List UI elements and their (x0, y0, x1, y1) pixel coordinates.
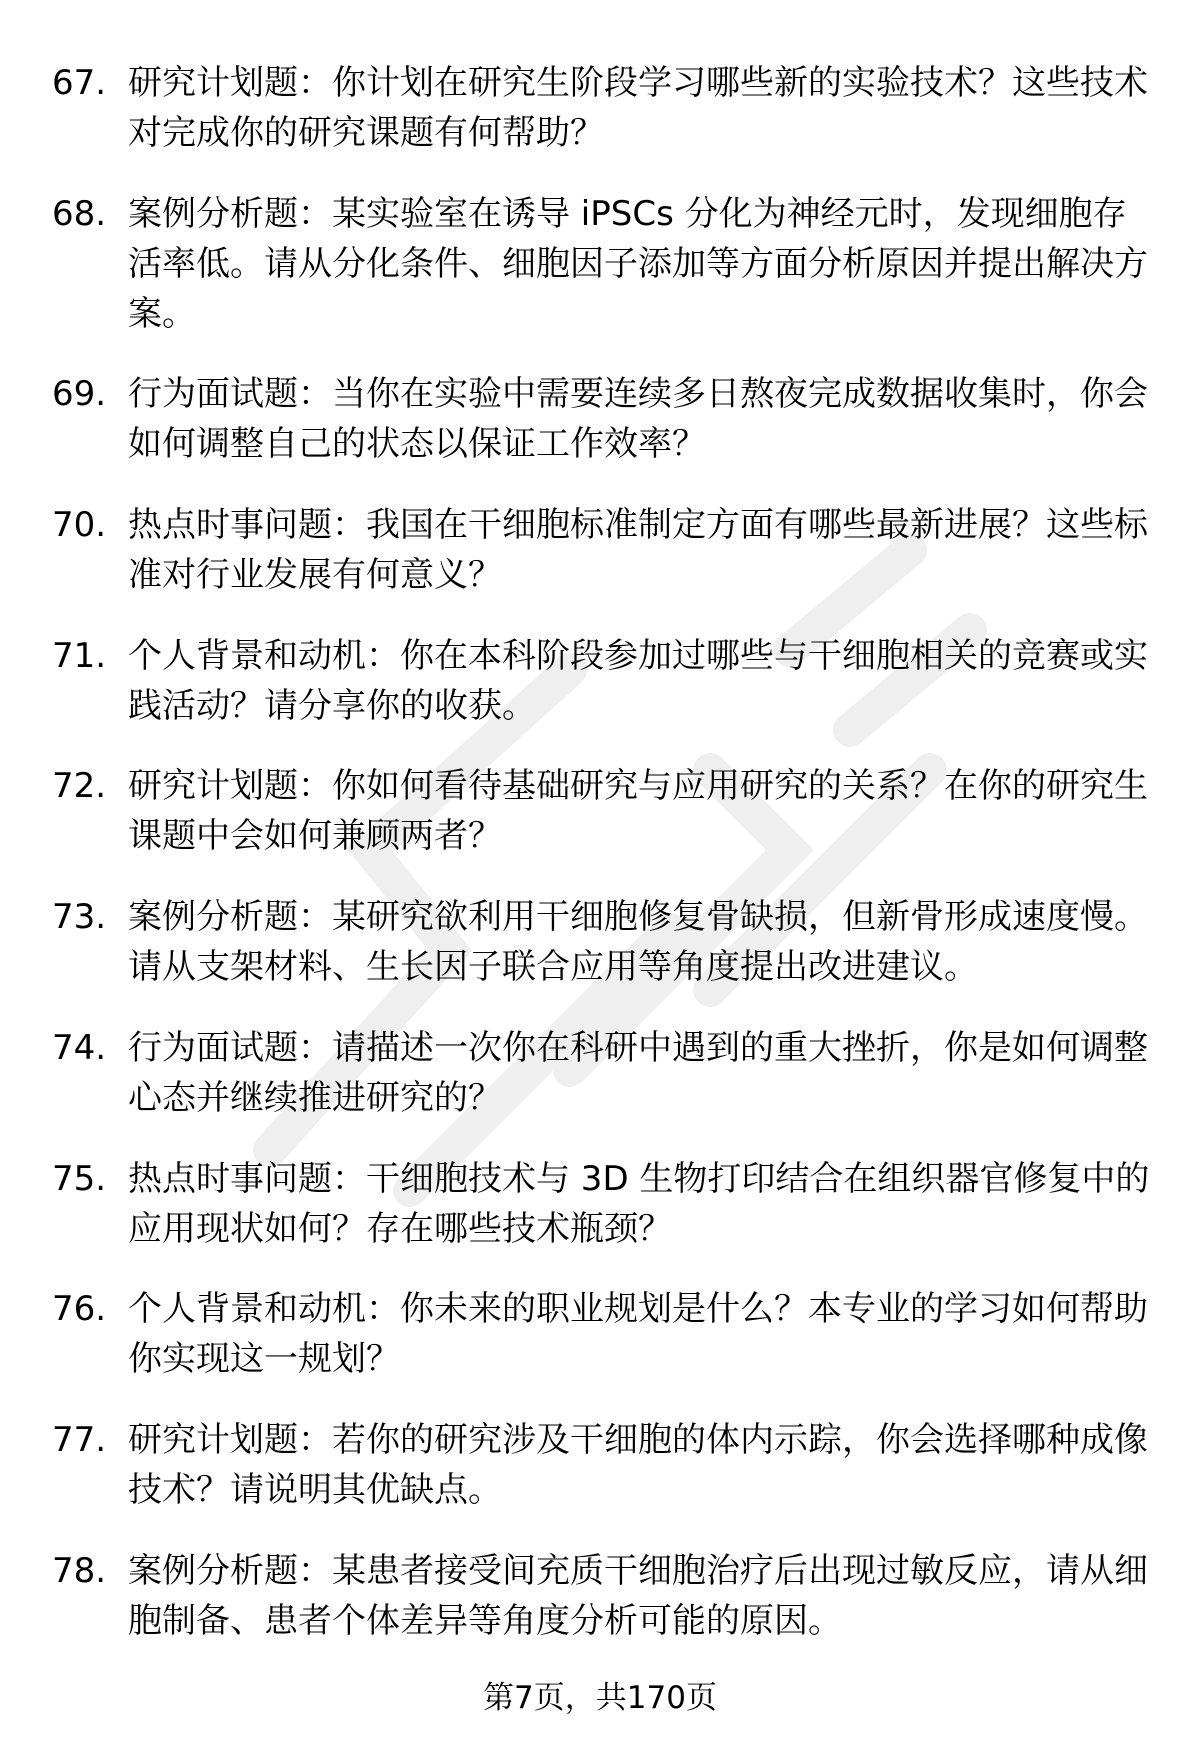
list-item (52, 761, 1152, 861)
list-item (52, 892, 1152, 992)
question-text: 热点时事问题：我国在干细胞标准制定方面有哪些最新进展？这些标准对行业发展有何意义？ (128, 505, 1148, 596)
question-text: 研究计划题：你如何看待基础研究与应用研究的关系？在你的研究生课题中会如何兼顾两者？ (128, 766, 1148, 857)
list-item (52, 1154, 1152, 1254)
question-number: 74. (52, 1027, 107, 1068)
question-text: 个人背景和动机：你未来的职业规划是什么？本专业的学习如何帮助你实现这一规划？ (128, 1289, 1148, 1380)
list-item (52, 189, 1152, 339)
question-text: 个人背景和动机：你在本科阶段参加过哪些与干细胞相关的竞赛或实践活动？请分享你的收获。 (128, 635, 1148, 726)
question-text: 研究计划题：若你的研究涉及干细胞的体内示踪，你会选择哪种成像技术？请说明其优缺点。 (128, 1419, 1148, 1510)
question-number: 76. (52, 1289, 107, 1330)
question-number: 77. (52, 1419, 107, 1460)
question-list (52, 58, 1152, 1676)
question-number: 70. (52, 505, 107, 546)
question-text: 热点时事问题：干细胞技术与 3D 生物打印结合在组织器官修复中的应用现状如何？存在哪些技术瓶颈？ (128, 1158, 1150, 1249)
list-item (52, 1546, 1152, 1646)
page-number: 第7页，共170页 (483, 1680, 717, 1716)
list-item (52, 1415, 1152, 1515)
list-item (52, 631, 1152, 731)
question-text: 行为面试题：请描述一次你在科研中遇到的重大挫折，你是如何调整心态并继续推进研究的？ (128, 1027, 1148, 1118)
question-number: 71. (52, 635, 107, 676)
question-text: 案例分析题：某实验室在诱导 iPSCs 分化为神经元时，发现细胞存活率低。请从分化条件、细胞因子添加等方面分析原因并提出解决方案。 (128, 193, 1148, 334)
question-number: 78. (52, 1550, 107, 1591)
question-text: 研究计划题：你计划在研究生阶段学习哪些新的实验技术？这些技术对完成你的研究课题有何帮助？ (128, 63, 1148, 153)
question-number: 69. (52, 374, 107, 415)
question-text: 案例分析题：某患者接受间充质干细胞治疗后出现过敏反应，请从细胞制备、患者个体差异等角度分析可能的原因。 (128, 1550, 1148, 1641)
list-item (52, 1023, 1152, 1123)
question-number: 72. (52, 766, 107, 807)
list-item (52, 1284, 1152, 1384)
list-item (52, 369, 1152, 469)
question-number: 68. (52, 193, 107, 234)
question-text: 案例分析题：某研究欲利用干细胞修复骨缺损，但新骨形成速度慢。请从支架材料、生长因子联合应用等角度提出改进建议。 (128, 897, 1148, 988)
list-item (52, 58, 1152, 158)
question-number: 73. (52, 897, 107, 938)
question-text: 行为面试题：当你在实验中需要连续多日熬夜完成数据收集时，你会如何调整自己的状态以保证工作效率？ (128, 374, 1148, 465)
question-number: 75. (52, 1158, 107, 1199)
question-number: 67. (52, 63, 107, 103)
list-item (52, 500, 1152, 600)
